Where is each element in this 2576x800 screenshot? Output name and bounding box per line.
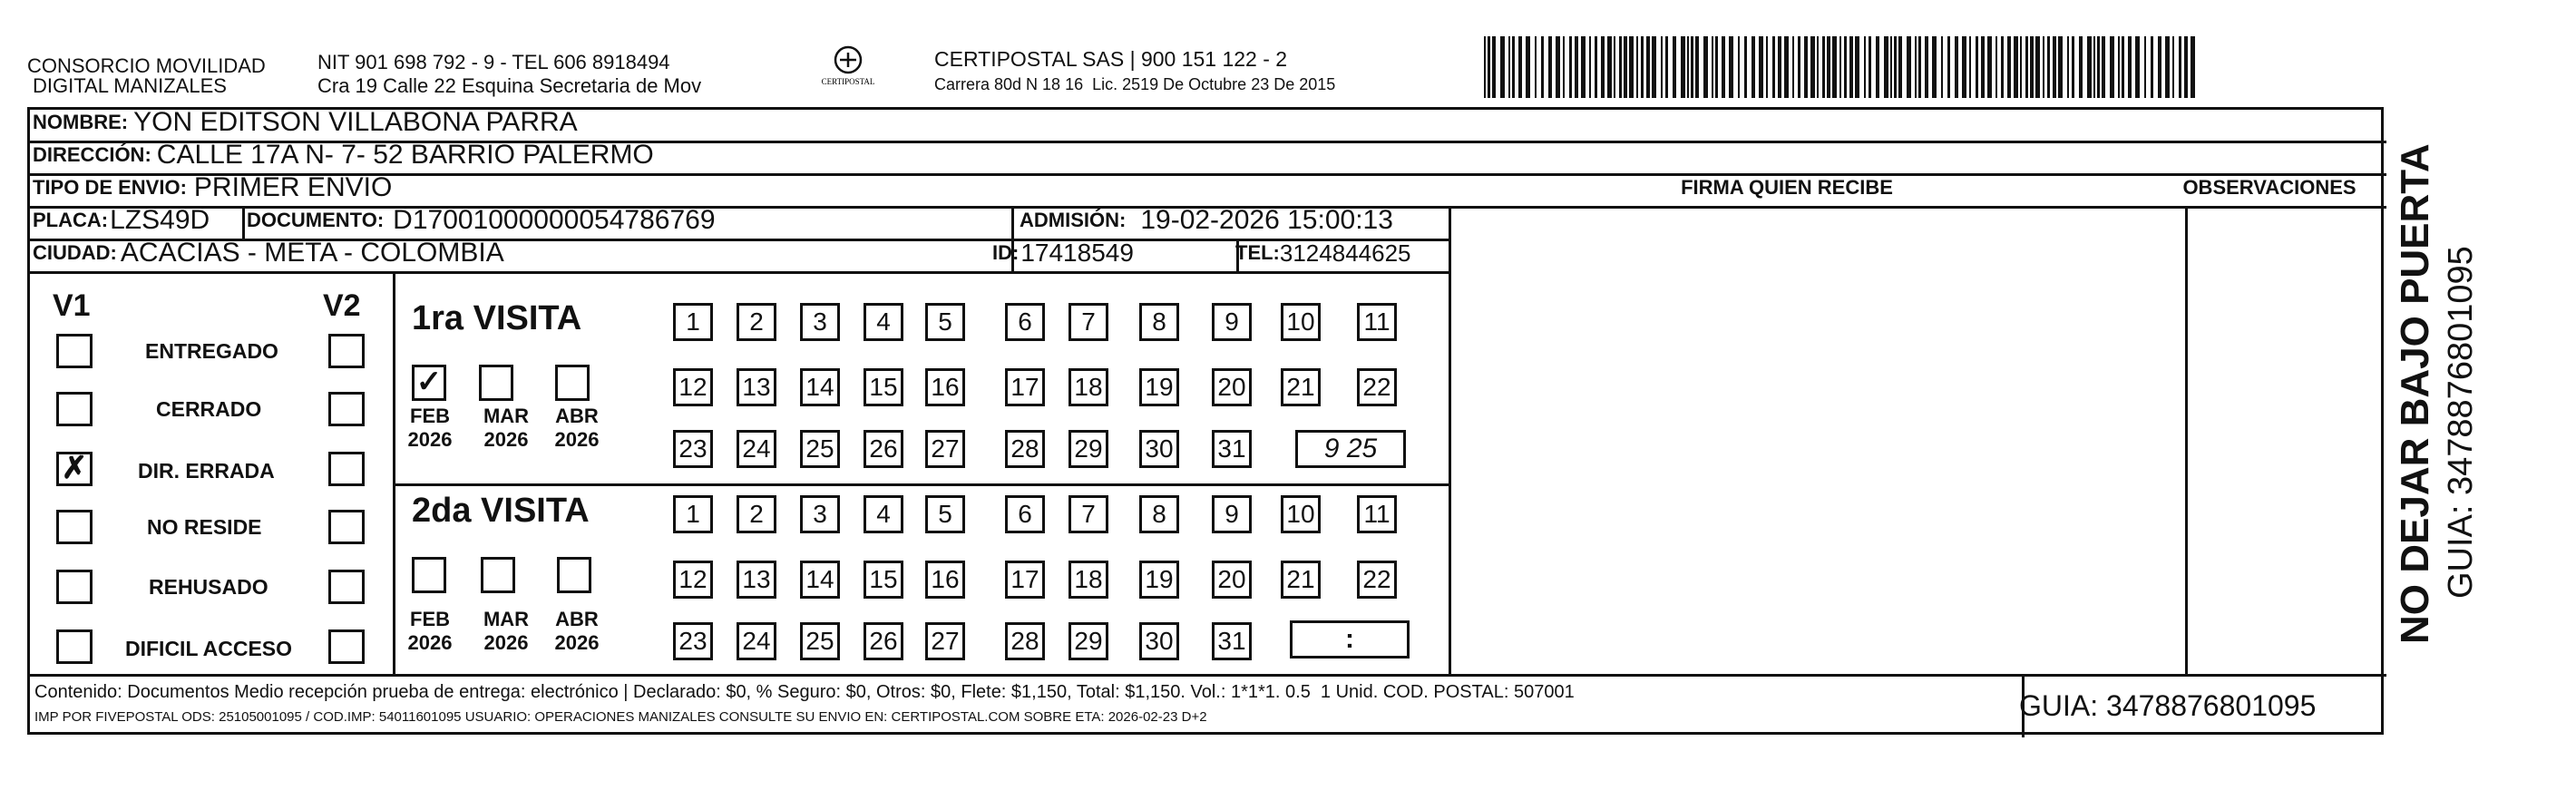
second-mar-year: 2026 [483,631,529,654]
ciudad-field [33,238,504,268]
barcode-bar [1722,36,1725,98]
barcode-bar [1744,36,1747,98]
barcode-bar [1962,36,1966,98]
barcode-bar [1941,36,1943,98]
option-dir-errada: DIR. ERRADA [138,459,275,483]
v2-no-reside-checkbox[interactable] [328,510,365,544]
first-visit-day-11[interactable]: 11 [1357,303,1397,341]
barcode-bar [2053,36,2056,98]
barcode-bar [1844,36,1847,98]
barcode-bar [1804,36,1808,98]
second-visit-day-19[interactable]: 19 [1139,561,1179,599]
first-visit-day-30[interactable]: 30 [1139,430,1179,468]
tel-label: TEL: [1235,241,1280,264]
barcode-bar [1778,36,1781,98]
second-visit-day-12[interactable]: 12 [673,561,713,599]
second-visit-day-21[interactable]: 21 [1281,561,1321,599]
v1-dificil-acceso-checkbox[interactable] [56,629,93,664]
first-visit-day-4[interactable]: 4 [864,303,903,341]
barcode-bar [1563,36,1565,98]
side-guia: GUIA: 3478876801095 [2442,246,2480,599]
barcode-bar [1995,36,1997,98]
first-visit-day-10[interactable]: 10 [1281,303,1321,341]
nombre-value: YON EDITSON VILLABONA PARRA [133,107,578,137]
barcode-bar [1687,36,1689,98]
v1-label: V1 [53,288,91,323]
barcode-bar [1822,36,1825,98]
barcode-bar [1729,36,1733,98]
observaciones-header: OBSERVACIONES [2182,176,2356,199]
direccion-value: CALLE 17A N- 7- 52 BARRIO PALERMO [156,140,654,170]
barcode-bar [1772,36,1775,98]
barcode-bar [1518,36,1522,98]
placa-value: LZS49D [110,205,210,235]
option-no-reside: NO RESIDE [147,515,262,539]
barcode-bar [1987,36,1992,98]
first-visit-day-15[interactable]: 15 [864,368,903,406]
first-visit-abr-box[interactable] [555,365,590,401]
first-visit-day-13[interactable]: 13 [737,368,776,406]
direccion-label: DIRECCIÓN: [33,143,151,166]
tel-field [1235,238,1411,268]
barcode-bar [1849,36,1853,98]
barcode-bar [1864,36,1866,98]
v2-entregado-checkbox[interactable] [328,334,365,368]
barcode-bar [1869,36,1871,98]
barcode-bar [1766,36,1768,98]
second-visit-day-20[interactable]: 20 [1212,561,1252,599]
second-visit-time-box[interactable]: : [1290,620,1410,659]
barcode-bar [1759,36,1763,98]
first-feb-year: 2026 [407,428,453,451]
v1-no-reside-checkbox[interactable] [56,510,93,544]
company-name-line2: DIGITAL MANIZALES [33,74,227,97]
barcode-bar [2165,36,2170,98]
first-visit-day-29[interactable]: 29 [1068,430,1108,468]
barcode-bar [1792,36,1794,98]
footer-imp: IMP POR FIVEPOSTAL ODS: 25105001095 / COD.IMP: 54011601095 USUARIO: OPERACIONES MANIZALES CONSULTE SU ENVIO EN: CERTIPOSTAL.COM SOBRE ETA: 2026-02-23 D+2 [34,709,1207,725]
barcode-bar [2122,36,2124,98]
certipostal-logo [816,44,880,98]
barcode-bar [2079,36,2083,98]
barcode-bar [2058,36,2063,98]
barcode-bar [2097,36,2100,98]
v1-entregado-checkbox[interactable] [56,334,93,368]
barcode-bar [1614,36,1615,98]
barcode-bar [2014,36,2018,98]
first-visit-day-26[interactable]: 26 [864,430,903,468]
barcode-bar [1955,36,1958,98]
barcode-bar [1894,36,1897,98]
second-visit-day-23[interactable]: 23 [673,622,713,660]
barcode [1480,36,2206,98]
first-visit-day-14[interactable]: 14 [800,368,840,406]
direccion-row [33,140,654,171]
first-visit-day-6[interactable]: 6 [1005,303,1045,341]
svg-text:CERTIPOSTAL: CERTIPOSTAL [821,77,875,86]
v1-rehusado-checkbox[interactable] [56,570,93,604]
first-visit-day-28[interactable]: 28 [1005,430,1045,468]
second-visit-mar-box[interactable] [481,557,515,593]
first-visit-day-7[interactable]: 7 [1068,303,1108,341]
firma-header: FIRMA QUIEN RECIBE [1681,176,1893,199]
barcode-bar [1665,36,1668,98]
barcode-bar [1661,36,1663,98]
second-visit-day-18[interactable]: 18 [1068,561,1108,599]
barcode-bar [1907,36,1911,98]
second-feb-label: FEB [410,608,450,630]
second-visit-day-13[interactable]: 13 [737,561,776,599]
barcode-bar [1581,36,1586,98]
barcode-bar [1629,36,1634,98]
barcode-bar [1918,36,1921,98]
second-visit-day-25[interactable]: 25 [800,622,840,660]
barcode-bar [1798,36,1800,98]
placa-field [33,205,210,236]
footer-guia: GUIA: 3478876801095 [2019,689,2317,722]
barcode-bar [1832,36,1837,98]
first-visit-day-23[interactable]: 23 [673,430,713,468]
barcode-bar [1827,36,1830,98]
first-visit-day-2[interactable]: 2 [737,303,776,341]
second-visit-day-4[interactable]: 4 [864,495,903,533]
barcode-bar [1976,36,1978,98]
barcode-bar [1607,36,1612,98]
tel-value: 3124844625 [1279,239,1411,267]
second-visit-day-26[interactable]: 26 [864,622,903,660]
footer-contenido: Contenido: Documentos Medio recepción prueba de entrega: electrónico | Declarado: $0, % Seguro: $0, Otros: $0, Flete: $1,150, Total: $1,150. Vol.: 1*1*1. 0.5 1 Unid. COD. POSTAL: 507001 [34,682,1575,702]
barcode-bar [1500,36,1505,98]
barcode-bar [1601,36,1605,98]
second-visit-day-15[interactable]: 15 [864,561,903,599]
second-visit-day-3[interactable]: 3 [800,495,840,533]
barcode-bar [2102,36,2105,98]
tipo-value: PRIMER ENVIO [193,172,393,202]
v2-label: V2 [323,288,361,323]
ciudad-value: ACACIAS - META - COLOMBIA [120,238,504,268]
documento-value: D17001000000054786769 [393,205,716,235]
barcode-bar [1810,36,1815,98]
second-visit-abr-box[interactable] [557,557,591,593]
barcode-bar [1915,36,1917,98]
id-field [992,238,1134,268]
first-mar-label: MAR [483,405,530,427]
placa-label: PLACA: [33,209,109,231]
second-visit-day-27[interactable]: 27 [925,622,965,660]
second-visit-day-28[interactable]: 28 [1005,622,1045,660]
first-visit-day-9[interactable]: 9 [1212,303,1252,341]
option-rehusado: REHUSADO [149,575,268,599]
first-visit-day-27[interactable]: 27 [925,430,965,468]
documento-field [247,205,716,236]
barcode-bar [2151,36,2153,98]
second-visit-day-10[interactable]: 10 [1281,495,1321,533]
no-dejar-bajo-puerta: NO DEJAR BAJO PUERTA [2393,143,2437,644]
barcode-bar [1695,36,1699,98]
first-visit-day-8[interactable]: 8 [1139,303,1179,341]
second-visit-day-9[interactable]: 9 [1212,495,1252,533]
barcode-bar [1969,36,1971,98]
barcode-bar [1535,36,1537,98]
barcode-bar [1855,36,1859,98]
first-visit-time-box[interactable]: 9 25 [1295,430,1406,468]
first-visit-day-24[interactable]: 24 [737,430,776,468]
nombre-label: NOMBRE: [33,111,129,133]
barcode-bar [1492,36,1496,98]
barcode-bar [1556,36,1560,98]
barcode-bar [1751,36,1755,98]
barcode-bar [2110,36,2114,98]
barcode-bar [2020,36,2022,98]
barcode-bar [2135,36,2140,98]
barcode-bar [1703,36,1708,98]
barcode-bar [1981,36,1985,98]
barcode-bar [2067,36,2069,98]
barcode-bar [1548,36,1552,98]
first-visit-day-19[interactable]: 19 [1139,368,1179,406]
second-mar-label: MAR [483,608,530,630]
first-visit-day-20[interactable]: 20 [1212,368,1252,406]
admision-label: ADMISIÓN: [1020,209,1127,231]
first-visit-feb-box[interactable]: ✓ [412,365,446,401]
admision-value: 19-02-2026 15:00:13 [1140,205,1393,235]
id-label: ID: [992,241,1020,264]
barcode-bar [2035,36,2040,98]
second-visit-day-7[interactable]: 7 [1068,495,1108,533]
barcode-bar [1636,36,1638,98]
carrier-address: Carrera 80d N 18 16 Lic. 2519 De Octubre 23 De 2015 [934,75,1336,93]
barcode-bar [1738,36,1740,98]
second-visit-day-17[interactable]: 17 [1005,561,1045,599]
barcode-bar [1526,36,1530,98]
second-visit-day-22[interactable]: 22 [1357,561,1397,599]
barcode-bar [1890,36,1892,98]
v1-cerrado-checkbox[interactable] [56,392,93,426]
v2-cerrado-checkbox[interactable] [328,392,365,426]
barcode-bar [2087,36,2092,98]
second-visit-day-30[interactable]: 30 [1139,622,1179,660]
second-abr-label: ABR [555,608,599,630]
barcode-bar [2072,36,2074,98]
barcode-bar [1641,36,1644,98]
barcode-bar [2128,36,2132,98]
second-visit-day-5[interactable]: 5 [925,495,965,533]
option-entregado: ENTREGADO [145,339,278,363]
second-visit-day-29[interactable]: 29 [1068,622,1108,660]
barcode-bar [1947,36,1950,98]
barcode-bar [2007,36,2011,98]
nombre-row [33,107,578,138]
barcode-bar [2118,36,2120,98]
admision-field [1020,205,1393,236]
second-visit-day-16[interactable]: 16 [925,561,965,599]
first-visit-mar-box[interactable] [479,365,513,401]
barcode-bar [1589,36,1591,98]
v1-dir-errada-checkbox[interactable]: ✗ [56,452,93,486]
barcode-bar [1817,36,1819,98]
carrier-line: CERTIPOSTAL SAS | 900 151 122 - 2 [934,47,1288,71]
barcode-bar [1541,36,1544,98]
first-abr-label: ABR [555,405,599,427]
second-abr-year: 2026 [554,631,600,654]
barcode-bar [1784,36,1789,98]
second-visit-day-31[interactable]: 31 [1212,622,1252,660]
first-visit-day-21[interactable]: 21 [1281,368,1321,406]
second-feb-year: 2026 [407,631,453,654]
barcode-bar [1673,36,1676,98]
barcode-bar [1646,36,1650,98]
second-visit-day-24[interactable]: 24 [737,622,776,660]
barcode-bar [2030,36,2034,98]
nit-line: NIT 901 698 792 - 9 - TEL 606 8918494 [317,51,670,73]
barcode-bar [2144,36,2146,98]
barcode-bar [2172,36,2174,98]
v2-dificil-acceso-checkbox[interactable] [328,629,365,664]
barcode-bar [1839,36,1841,98]
first-abr-year: 2026 [554,428,600,451]
barcode-bar [2158,36,2161,98]
option-dificil-acceso: DIFICIL ACCESO [125,637,293,660]
first-visit-day-12[interactable]: 12 [673,368,713,406]
barcode-bar [1652,36,1656,98]
barcode-bar [2191,36,2195,98]
ciudad-label: CIUDAD: [33,241,117,264]
barcode-bar [1932,36,1937,98]
first-mar-year: 2026 [483,428,529,451]
barcode-bar [2179,36,2181,98]
barcode-bar [1925,36,1928,98]
barcode-bar [1898,36,1902,98]
barcode-bar [2047,36,2050,98]
second-visit-day-11[interactable]: 11 [1357,495,1397,533]
first-visit-day-16[interactable]: 16 [925,368,965,406]
second-visit-day-2[interactable]: 2 [737,495,776,533]
barcode-bar [1619,36,1622,98]
logo-icon [816,44,880,98]
barcode-bar [2093,36,2095,98]
barcode-bar [1575,36,1578,98]
barcode-bar [1508,36,1510,98]
barcode-bar [2043,36,2044,98]
v2-rehusado-checkbox[interactable] [328,570,365,604]
barcode-bar [2001,36,2004,98]
barcode-bar [1488,36,1490,98]
barcode-bar [1715,36,1718,98]
first-visit-day-31[interactable]: 31 [1212,430,1252,468]
first-visit-day-3[interactable]: 3 [800,303,840,341]
id-value: 17418549 [1020,239,1134,267]
company-name-line1: CONSORCIO MOVILIDAD [27,54,266,77]
barcode-bar [1624,36,1627,98]
first-visit-day-22[interactable]: 22 [1357,368,1397,406]
first-visit-day-17[interactable]: 17 [1005,368,1045,406]
barcode-bar [1884,36,1888,98]
v2-dir-errada-checkbox[interactable] [328,452,365,486]
option-cerrado: CERRADO [156,397,262,421]
barcode-bar [1512,36,1515,98]
second-visit-feb-box[interactable] [412,557,446,593]
first-visit-title: 1ra VISITA [412,299,582,337]
second-visit-day-8[interactable]: 8 [1139,495,1179,533]
address-line: Cra 19 Calle 22 Esquina Secretaria de Mov [317,74,702,97]
second-visit-day-1[interactable]: 1 [673,495,713,533]
barcode-bar [1484,36,1486,98]
first-visit-day-5[interactable]: 5 [925,303,965,341]
first-visit-day-18[interactable]: 18 [1068,368,1108,406]
second-visit-title: 2da VISITA [412,492,590,530]
first-feb-label: FEB [410,405,450,427]
barcode-bar [2184,36,2188,98]
barcode-bar [1681,36,1685,98]
first-visit-day-25[interactable]: 25 [800,430,840,468]
second-visit-day-6[interactable]: 6 [1005,495,1045,533]
tipo-label: TIPO DE ENVIO: [33,176,187,199]
barcode-bar [1712,36,1713,98]
barcode-bar [1569,36,1572,98]
second-visit-day-14[interactable]: 14 [800,561,840,599]
barcode-bar [2025,36,2028,98]
documento-label: DOCUMENTO: [247,209,385,231]
tipo-row [33,172,392,203]
first-visit-day-1[interactable]: 1 [673,303,713,341]
barcode-bar [1876,36,1879,98]
barcode-bar [1595,36,1597,98]
barcode-bar [1691,36,1693,98]
